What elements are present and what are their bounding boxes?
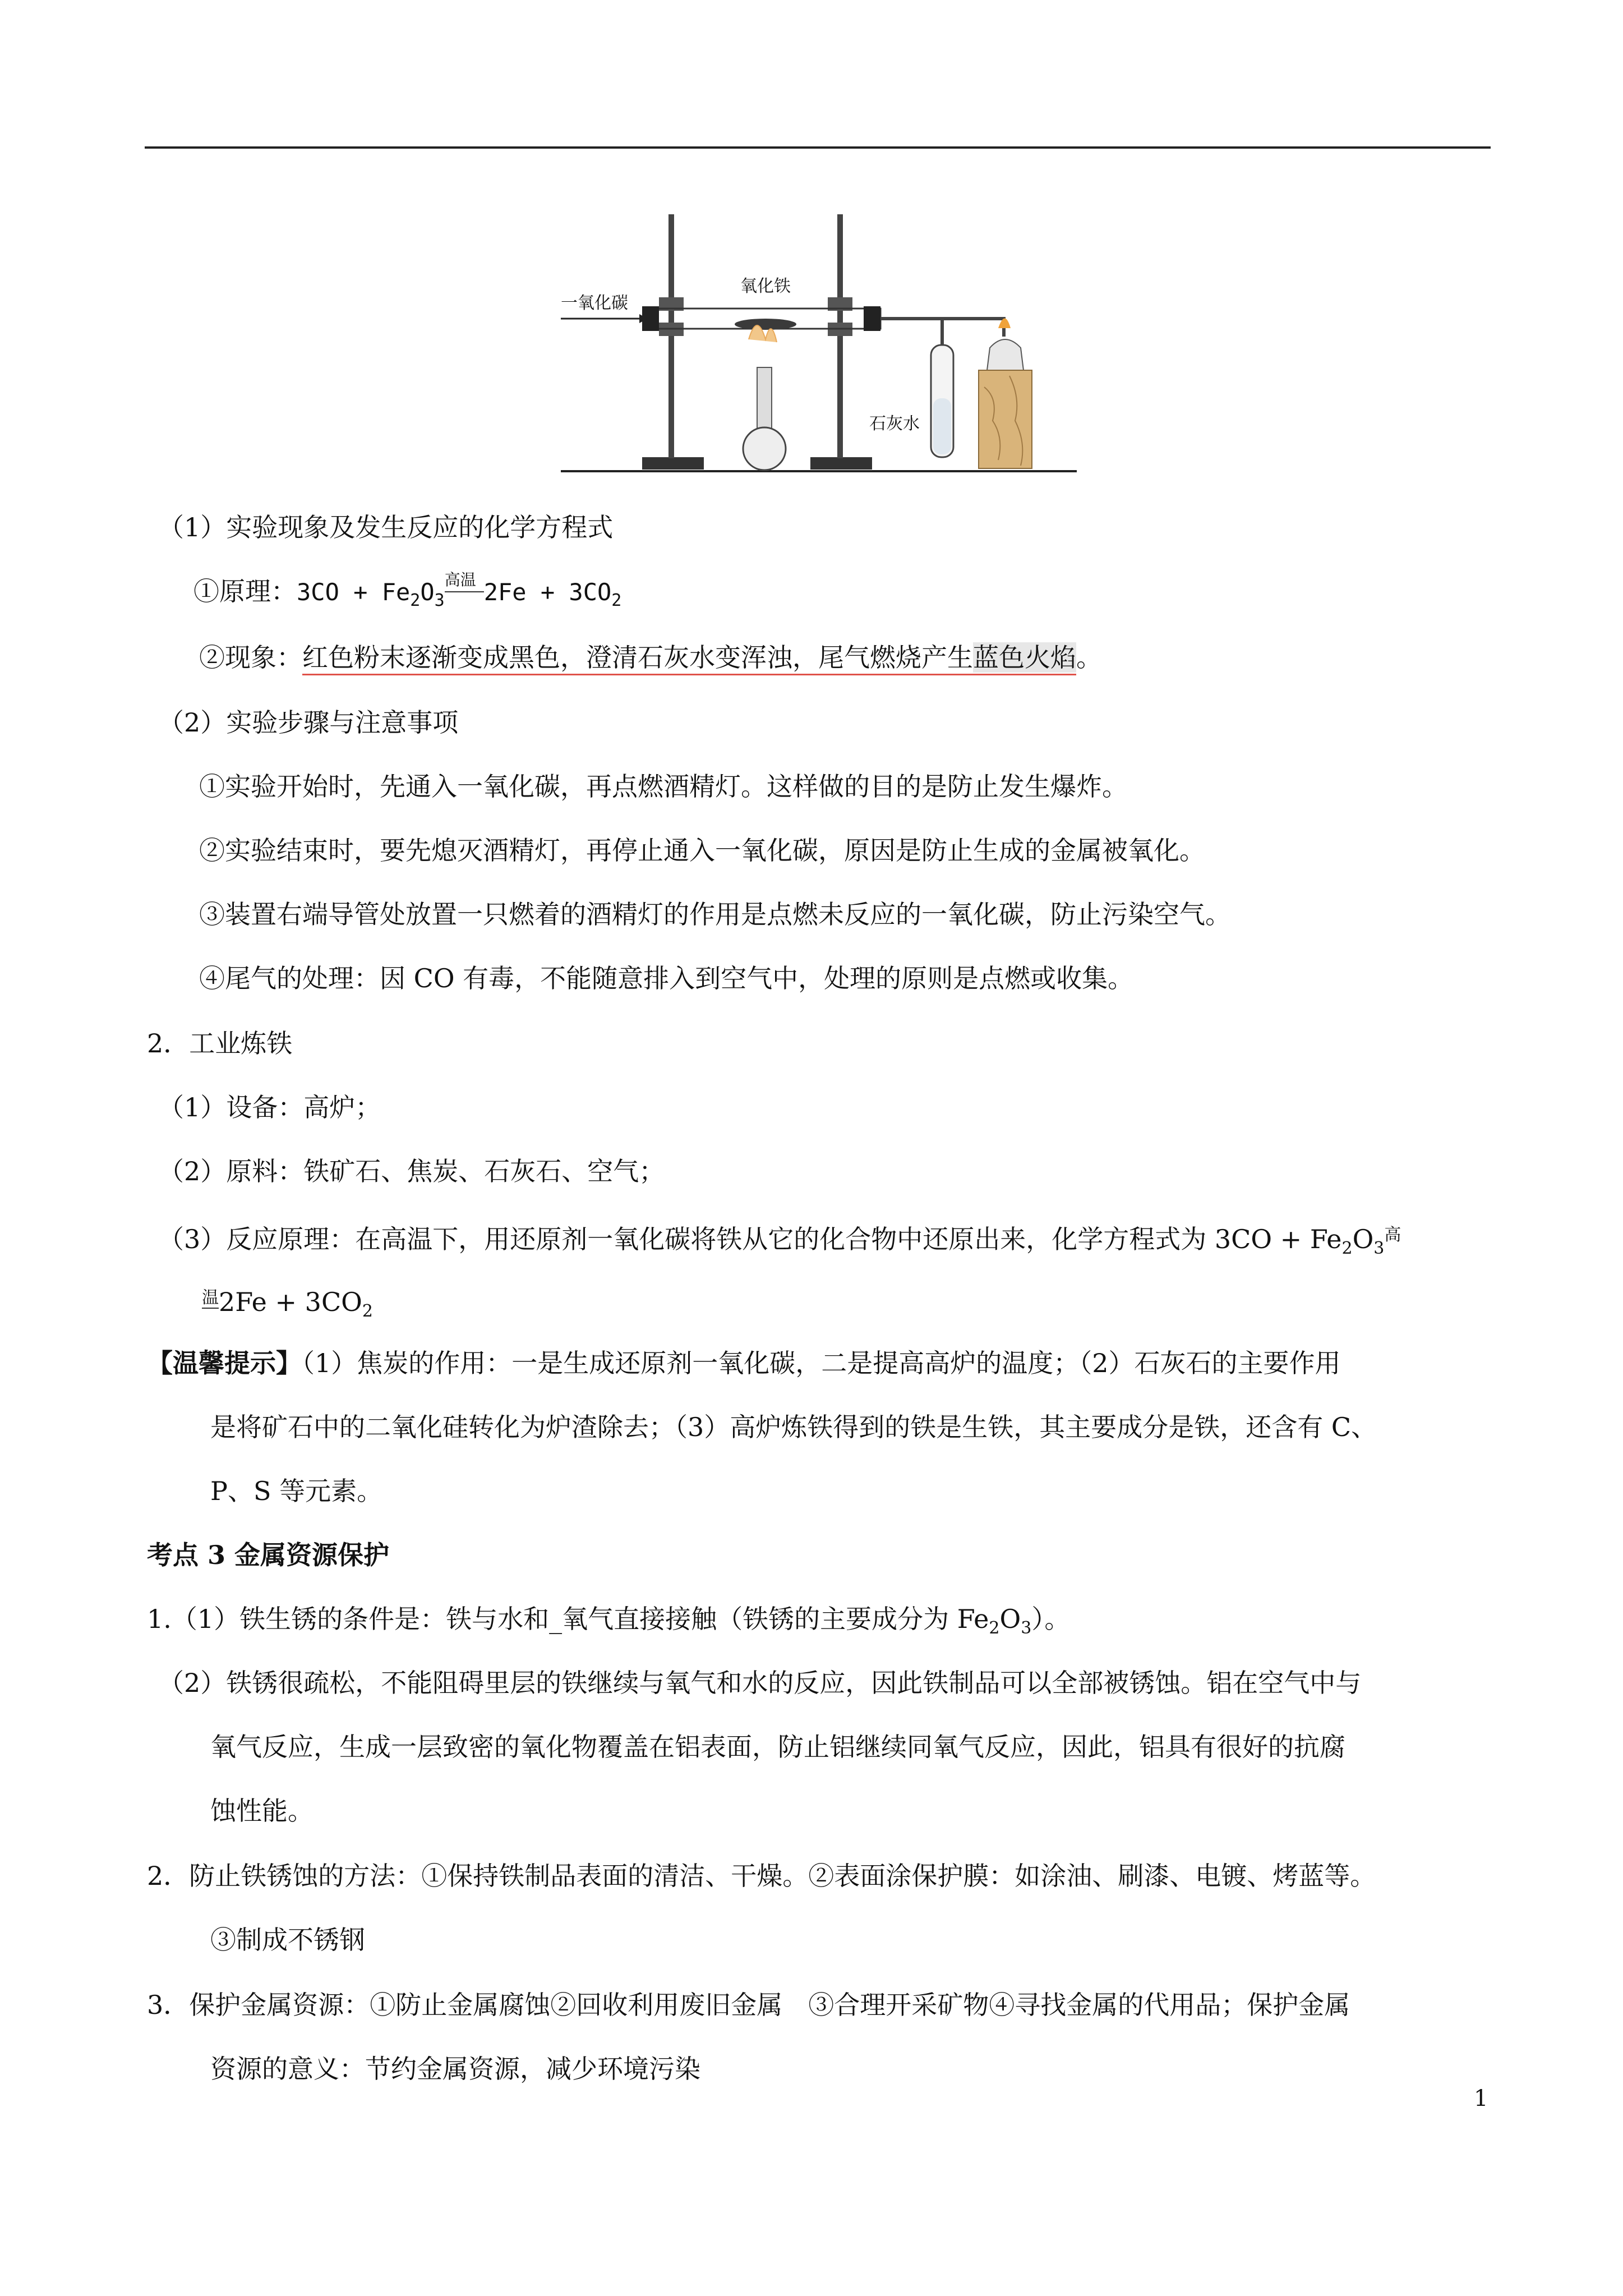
header-rule (145, 146, 1491, 149)
equation (297, 570, 622, 610)
item3-sub1: 2 (1341, 1239, 1353, 1258)
apparatus-figure (550, 208, 1088, 482)
tip-label: 【温馨提示】 (147, 1348, 302, 1378)
item3-o: O (1352, 1224, 1374, 1254)
p1-text: 1.（1）铁生锈的条件是：铁与水和_氧气直接接触（铁锈的主要成分为 Fe (147, 1604, 989, 1634)
item3-sub2: 3 (1373, 1239, 1385, 1258)
phenomenon-end: 。 (1076, 642, 1102, 673)
tip-line2: 是将矿石中的二氧化硅转化为炉渣除去；（3）高炉炼铁得到的铁是生铁，其主要成分是铁，还含有 C、 (210, 1412, 1377, 1442)
label-limewater: 石灰水 (869, 414, 920, 434)
principle-prefix: ①原理： (193, 576, 297, 606)
s4-p4-line1: 3．保护金属资源：①防止金属腐蚀②回收利用废旧金属 ③合理开采矿物④寻找金属的代用品；保护金属 (147, 1990, 1350, 2020)
p1-sub2: 3 (1021, 1618, 1032, 1638)
item3-sub3: 2 (362, 1301, 373, 1321)
eq-sub1: 2 (410, 591, 421, 610)
s2-step3: ③装置右端导管处放置一只燃着的酒精灯的作用是点燃未反应的一氧化碳，防止污染空气。 (199, 899, 1231, 930)
label-fe2o3: 氧化铁 (740, 277, 791, 296)
s4-p3-line2: ③制成不锈钢 (210, 1925, 365, 1955)
eq-right-a: 2Fe + 3CO (483, 578, 612, 606)
phenomenon-highlight: 蓝色火焰 (973, 642, 1076, 673)
tip-line1 (147, 1346, 1341, 1380)
item3-cond-second: 温 (202, 1288, 219, 1308)
p1-sub1: 2 (989, 1618, 1000, 1638)
phenomenon-underlined (302, 642, 1076, 675)
s3-item2: （2）原料：铁矿石、焦炭、石灰石、空气； (158, 1156, 665, 1186)
reaction-condition (444, 570, 484, 609)
item3-cond-first: 高 (1384, 1225, 1401, 1245)
s2-step4: ④尾气的处理：因 CO 有毒，不能随意排入到空气中，处理的原则是点燃或收集。 (199, 963, 1134, 993)
page-number: 1 (1474, 2086, 1488, 2111)
tip-line3: P、S 等元素。 (210, 1476, 383, 1506)
phenomenon-underlined-text: 红色粉末逐渐变成黑色，澄清石灰水变浑浊，尾气燃烧产生 (302, 642, 973, 673)
s4-p1 (147, 1602, 1070, 1636)
s4-p2-line3: 蚀性能。 (210, 1796, 313, 1826)
s4-heading: 考点 3 金属资源保护 (147, 1540, 390, 1570)
s3-item3 (158, 1218, 1401, 1256)
eq-left-a: 3CO + Fe (297, 578, 411, 606)
s4-p3-line1: 2．防止铁锈蚀的方法：①保持铁制品表面的清洁、干燥。②表面涂保护膜：如涂油、刷漆、电镀、烤蓝等。 (147, 1861, 1376, 1891)
s4-p2-line1: （2）铁锈很疏松，不能阻碍里层的铁继续与氧气和水的反应，因此铁制品可以全部被锈蚀。铝在空气中与 (158, 1668, 1362, 1698)
p1-end: ）。 (1031, 1604, 1071, 1634)
phenomenon-prefix: ②现象： (199, 642, 302, 673)
s3-item3-cont (202, 1281, 373, 1319)
condition-text: 高温 (444, 570, 476, 589)
s1-principle (193, 570, 622, 610)
s1-phenomenon (199, 641, 1102, 674)
item3-text: （3）反应原理：在高温下，用还原剂一氧化碳将铁从它的化合物中还原出来，化学方程式为 3CO + Fe (158, 1224, 1342, 1254)
tip-line1-text: （1）焦炭的作用：一是生成还原剂一氧化碳，二是提高高炉的温度；（2）石灰石的主要作用 (302, 1348, 1341, 1378)
s3-item1: （1）设备：高炉； (158, 1092, 381, 1122)
eq-left-b: O (420, 578, 435, 606)
s2-step2: ②实验结束时，要先熄灭酒精灯，再停止通入一氧化碳，原因是防止生成的金属被氧化。 (199, 835, 1205, 866)
item3-cont: 2Fe + 3CO (219, 1287, 362, 1317)
s2-step1: ①实验开始时，先通入一氧化碳，再点燃酒精灯。这样做的目的是防止发生爆炸。 (199, 771, 1128, 802)
s3-heading: 2．工业炼铁 (147, 1028, 293, 1059)
eq-sub2: 3 (434, 591, 445, 610)
label-co: 一氧化碳 (561, 293, 628, 313)
s1-heading: （1）实验现象及发生反应的化学方程式 (158, 512, 614, 542)
p1-o: O (999, 1604, 1021, 1634)
s2-heading: （2）实验步骤与注意事项 (158, 707, 459, 738)
s4-p2-line2: 氧气反应，生成一层致密的氧化物覆盖在铝表面，防止铝继续同氧气反应，因此，铝具有很好的抗腐 (210, 1732, 1345, 1762)
s4-p4-line2: 资源的意义：节约金属资源，减少环境污染 (210, 2054, 700, 2084)
eq-sub3: 2 (611, 591, 622, 610)
